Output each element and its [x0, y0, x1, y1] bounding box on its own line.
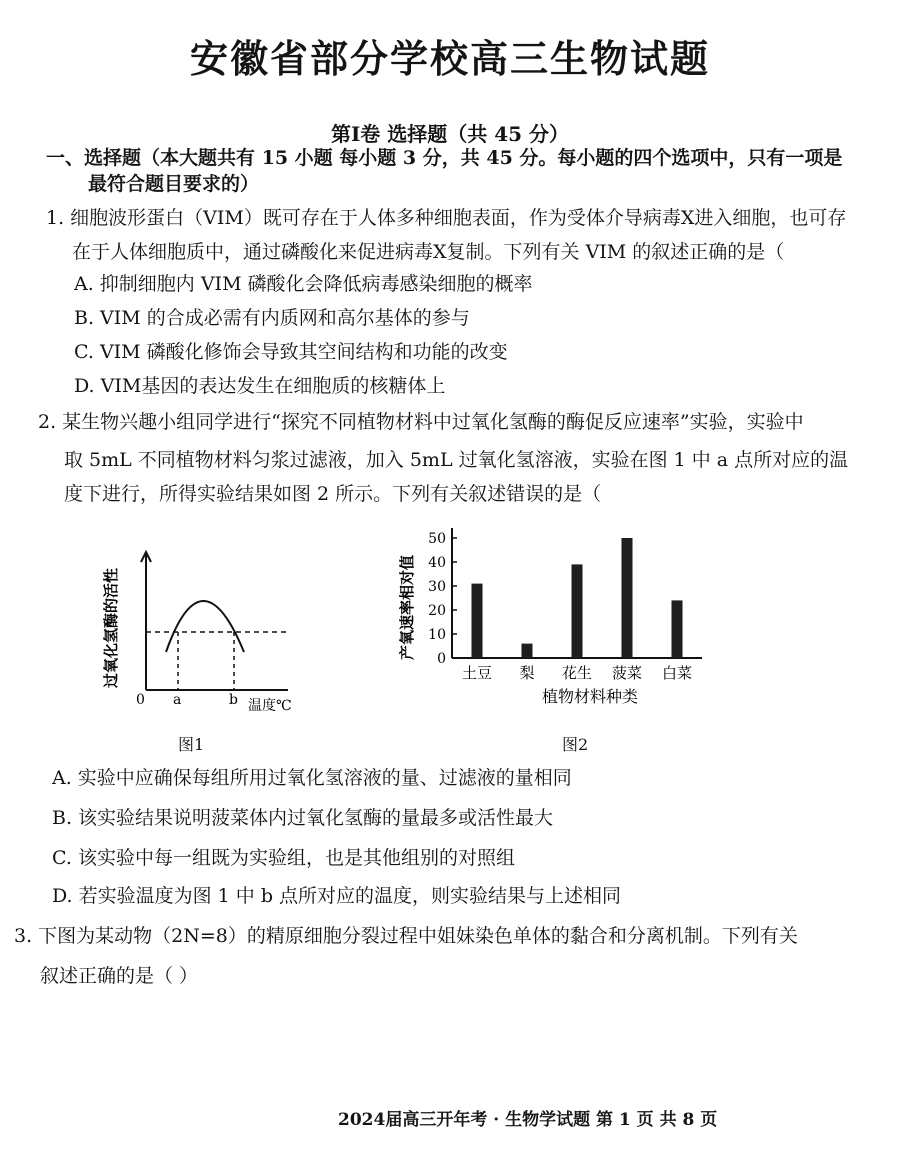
- fig1-y-label: 过氧化氢酶的活性: [102, 567, 120, 688]
- q2-option-a: A. 实验中应确保每组所用过氧化氢溶液的量、过滤液的量相同: [52, 767, 572, 789]
- fig1-activity-curve: [166, 601, 244, 652]
- fig2-category-label: 菠菜: [611, 664, 643, 682]
- figure-1: [98, 540, 298, 720]
- fig2-category-label: 白菜: [661, 664, 693, 682]
- q2-stem-line3: 度下进行，所得实验结果如图 2 所示。下列有关叙述错误的是（: [64, 483, 602, 505]
- q2-stem-line1: 2. 某生物兴趣小组同学进行“探究不同植物材料中过氧化氢酶的酶促反应速率”实验，实验中: [38, 411, 804, 433]
- fig2-bar-4: [672, 600, 683, 658]
- q1-option-a: A. 抑制细胞内 VIM 磷酸化会降低病毒感染细胞的概率: [74, 273, 533, 295]
- fig2-caption: 图2: [562, 735, 589, 754]
- q1-option-b: B. VIM 的合成必需有内质网和高尔基体的参与: [74, 307, 470, 329]
- exam-title: 安徽省部分学校高三生物试题: [189, 36, 710, 81]
- fig2-bar-group: [472, 538, 683, 658]
- q2-stem-line2: 取 5mL 不同植物材料匀浆过滤液，加入 5mL 过氧化氢溶液，实验在图 1 中 a 点所对应的温: [64, 449, 849, 471]
- fig1-caption: 图1: [178, 735, 205, 754]
- q1-stem-line2: 在于人体细胞质中，通过磷酸化来促进病毒X复制。下列有关 VIM 的叙述正确的是（: [72, 241, 785, 263]
- fig2-y-tick-label: 10: [428, 627, 446, 643]
- fig2-category-label: 花生: [561, 664, 593, 682]
- section-heading: 第Ⅰ卷 选择题（共 45 分）: [330, 122, 570, 146]
- fig2-y-tick-label: 20: [428, 603, 446, 619]
- fig2-y-tick-label: 0: [437, 651, 446, 667]
- part1-instruction-line2: 最符合题目要求的）: [88, 173, 260, 195]
- fig2-category-label: 梨: [519, 664, 535, 682]
- q1-option-c: C. VIM 磷酸化修饰会导致其空间结构和功能的改变: [74, 341, 508, 363]
- fig1-origin-label: 0: [136, 692, 145, 708]
- q3-stem-line1: 3. 下图为某动物（2N=8）的精原细胞分裂过程中姐妹染色单体的黏合和分离机制。下列有关: [14, 925, 798, 947]
- fig2-y-tick-label: 30: [428, 579, 446, 595]
- fig2-y-tick-label: 50: [428, 531, 446, 547]
- fig1-point-b-label: b: [229, 692, 238, 708]
- fig2-category-label: 土豆: [461, 664, 493, 682]
- fig1-point-a-label: a: [173, 692, 182, 708]
- fig2-category-group: [462, 664, 692, 682]
- q2-option-b: B. 该实验结果说明菠菜体内过氧化氢酶的量最多或活性最大: [52, 807, 554, 829]
- q1-stem-line1: 1. 细胞波形蛋白（VIM）既可存在于人体多种细胞表面，作为受体介导病毒X进入细胞，也可存: [46, 207, 847, 229]
- fig2-bar-2: [572, 564, 583, 658]
- fig2-y-label: 产氧速率相对值: [398, 554, 416, 660]
- q2-option-c: C. 该实验中每一组既为实验组，也是其他组别的对照组: [52, 847, 515, 869]
- part1-instruction-line1: 一、选择题（本大题共有 15 小题 每小题 3 分，共 45 分。每小题的四个选项中，只有一项是: [46, 147, 843, 169]
- fig2-bar-0: [472, 584, 483, 658]
- fig2-x-label: 植物材料种类: [542, 687, 639, 706]
- fig2-y-tick-label: 40: [428, 555, 446, 571]
- fig2-bar-1: [522, 644, 533, 658]
- figure-2-bar-chart: [390, 520, 710, 710]
- q2-option-d: D. 若实验温度为图 1 中 b 点所对应的温度，则实验结果与上述相同: [52, 885, 622, 907]
- page-footer: 2024届高三开年考 · 生物学试题 第 1 页 共 8 页: [338, 1110, 718, 1130]
- fig1-x-label: 温度℃: [248, 698, 292, 714]
- fig2-bar-3: [622, 538, 633, 658]
- q3-stem-line2: 叙述正确的是（ ）: [40, 965, 199, 987]
- q1-option-d: D. VIM基因的表达发生在细胞质的核糖体上: [74, 375, 446, 397]
